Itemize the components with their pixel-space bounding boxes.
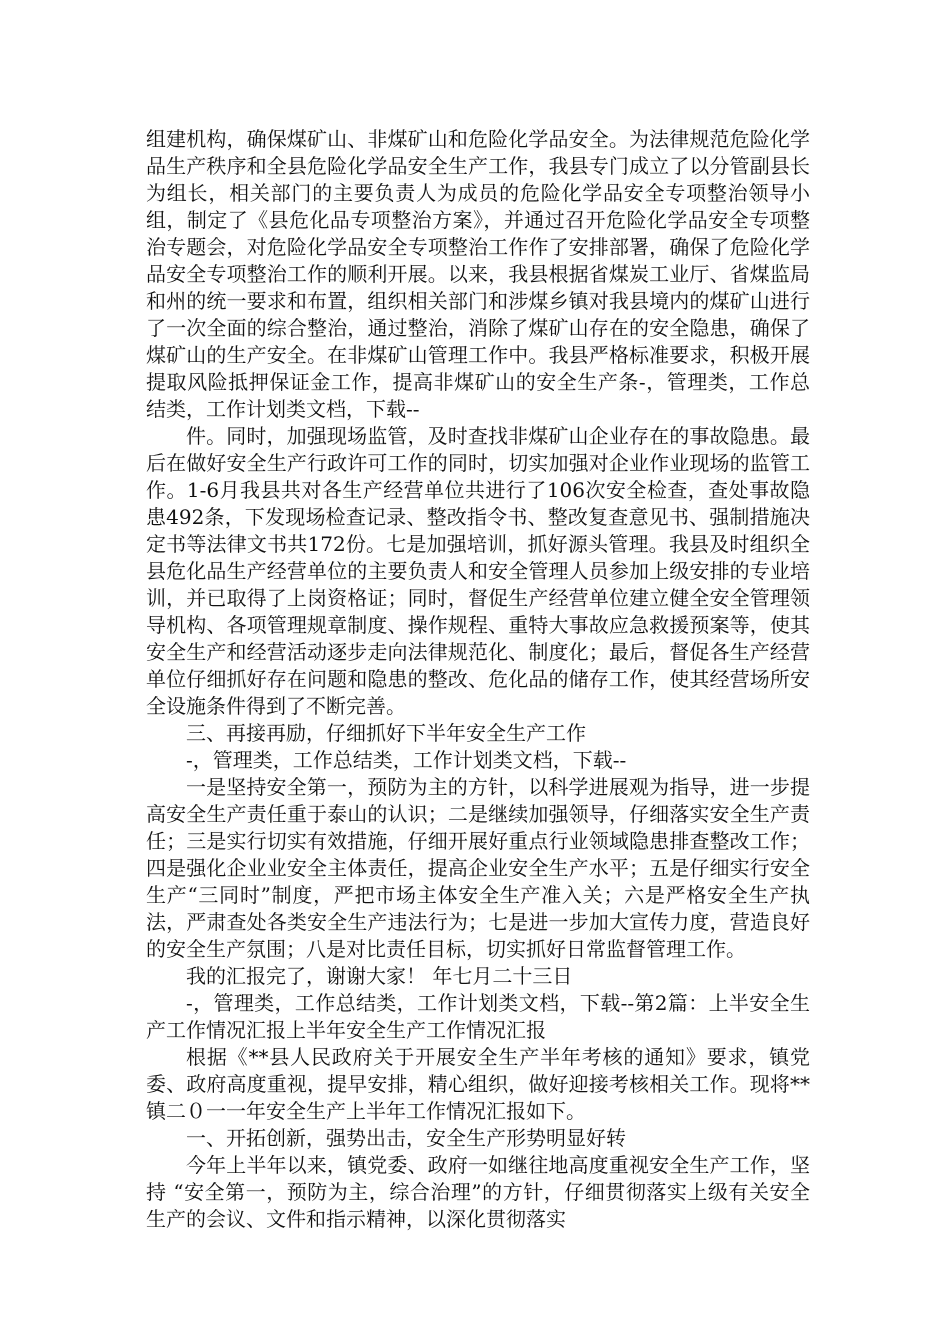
download-notice: -，管理类，工作总结类，工作计划类文档，下载-- <box>186 748 627 772</box>
paragraph-1: 组建机构，确保煤矿山、非煤矿山和危险化学品安全。为法律规范危险化学品生产秩序和全县危险化学品安全生产工作，我县专门成立了以分管副县长为组长，相关部门的主要负责人为成员的危险化学品安全专项整治领导小组，制定了《县危化品专项整治方案》，并通过召开危险化学品安全专项整治专题会，对危险化学品安全专项整治工作作了安排部署，确保了危险化学品安全专项整治工作的顺利开展。以来，我县根据省煤炭工业厅、省煤监局和州的统一要求和布置，组织相关部门和涉煤乡镇对我县境内的煤矿山进行了一次全面的综合整治，通过整治，消除了煤矿山存在的安全隐患，确保了煤矿山的生产安全。在非煤矿山管理工作中。我县严格标准要求，积极开展提取风险抵押保证金工作，提高非煤矿山的安全生产条-，管理类，工作总结类，工作计划类文档，下载-- <box>146 127 810 421</box>
paragraph-2: 件。同时，加强现场监管，及时查找非煤矿山企业存在的事故隐患。最后在做好安全生产行政许可工作的同时，切实加强对企业作业现场的监管工作。1-6月我县共对各生产经营单位共进行了106次安全检查，查处事故隐患492条，下发现场检查记录、整改指令书、整改复查意见书、强制措施决定书等法律文书共172份。七是加强培训，抓好源头管理。我县及时组织全县危化品生产经营单位的主要负责人和安全管理人员参加上级安排的专业培训，并已取得了上岗资格证；同时，督促生产经营单位建立健全安全管理领导机构、各项管理规章制度、操作规程、重特大事故应急救援预案等，使其安全生产和经营活动逐步走向法律规范化、制度化；最后，督促各生产经营单位仔细抓好存在问题和隐患的整改、危化品的储存工作，使其经营场所安全设施条件得到了不断完善。 <box>146 424 810 718</box>
paragraph-final: 今年上半年以来，镇党委、政府一如继往地高度重视安全生产工作，坚持 “安全第一，预防为主，综合治理”的方针，仔细贯彻落实上级有关安全生产的会议、文件和指示精神，以深化贯彻落实 <box>146 1153 810 1231</box>
closing-remark: 我的汇报完了，谢谢大家！ 年七月二十三日 <box>186 964 573 988</box>
second-document-title: -，管理类，工作总结类，工作计划类文档，下载--第2篇：上半安全生产工作情况汇报上半年安全生产工作情况汇报 <box>146 991 810 1042</box>
section-heading-1: 一、开拓创新，强势出击，安全生产形势明显好转 <box>186 1126 626 1150</box>
section-heading-3: 三、再接再励，仔细抓好下半年安全生产工作 <box>186 721 586 745</box>
paragraph-intro: 根据《**县人民政府关于开展安全生产半年考核的通知》要求，镇党委、政府高度重视，提早安排，精心组织，做好迎接考核相关工作。现将**镇二０一一年安全生产上半年工作情况汇报如下。 <box>146 1045 810 1123</box>
document-body <box>146 126 810 1233</box>
paragraph-measures: 一是坚持安全第一，预防为主的方针，以科学进展观为指导，进一步提高安全生产责任重于泰山的认识；二是继续加强领导，仔细落实安全生产责任；三是实行切实有效措施，仔细开展好重点行业领域隐患排查整改工作；四是强化企业业安全主体责任，提高企业安全生产水平；五是仔细实行安全生产“三同时”制度，严把市场主体安全生产准入关；六是严格安全生产执法，严肃查处各类安全生产违法行为；七是进一步加大宣传力度，营造良好的安全生产氛围；八是对比责任目标，切实抓好日常监督管理工作。 <box>146 775 810 961</box>
